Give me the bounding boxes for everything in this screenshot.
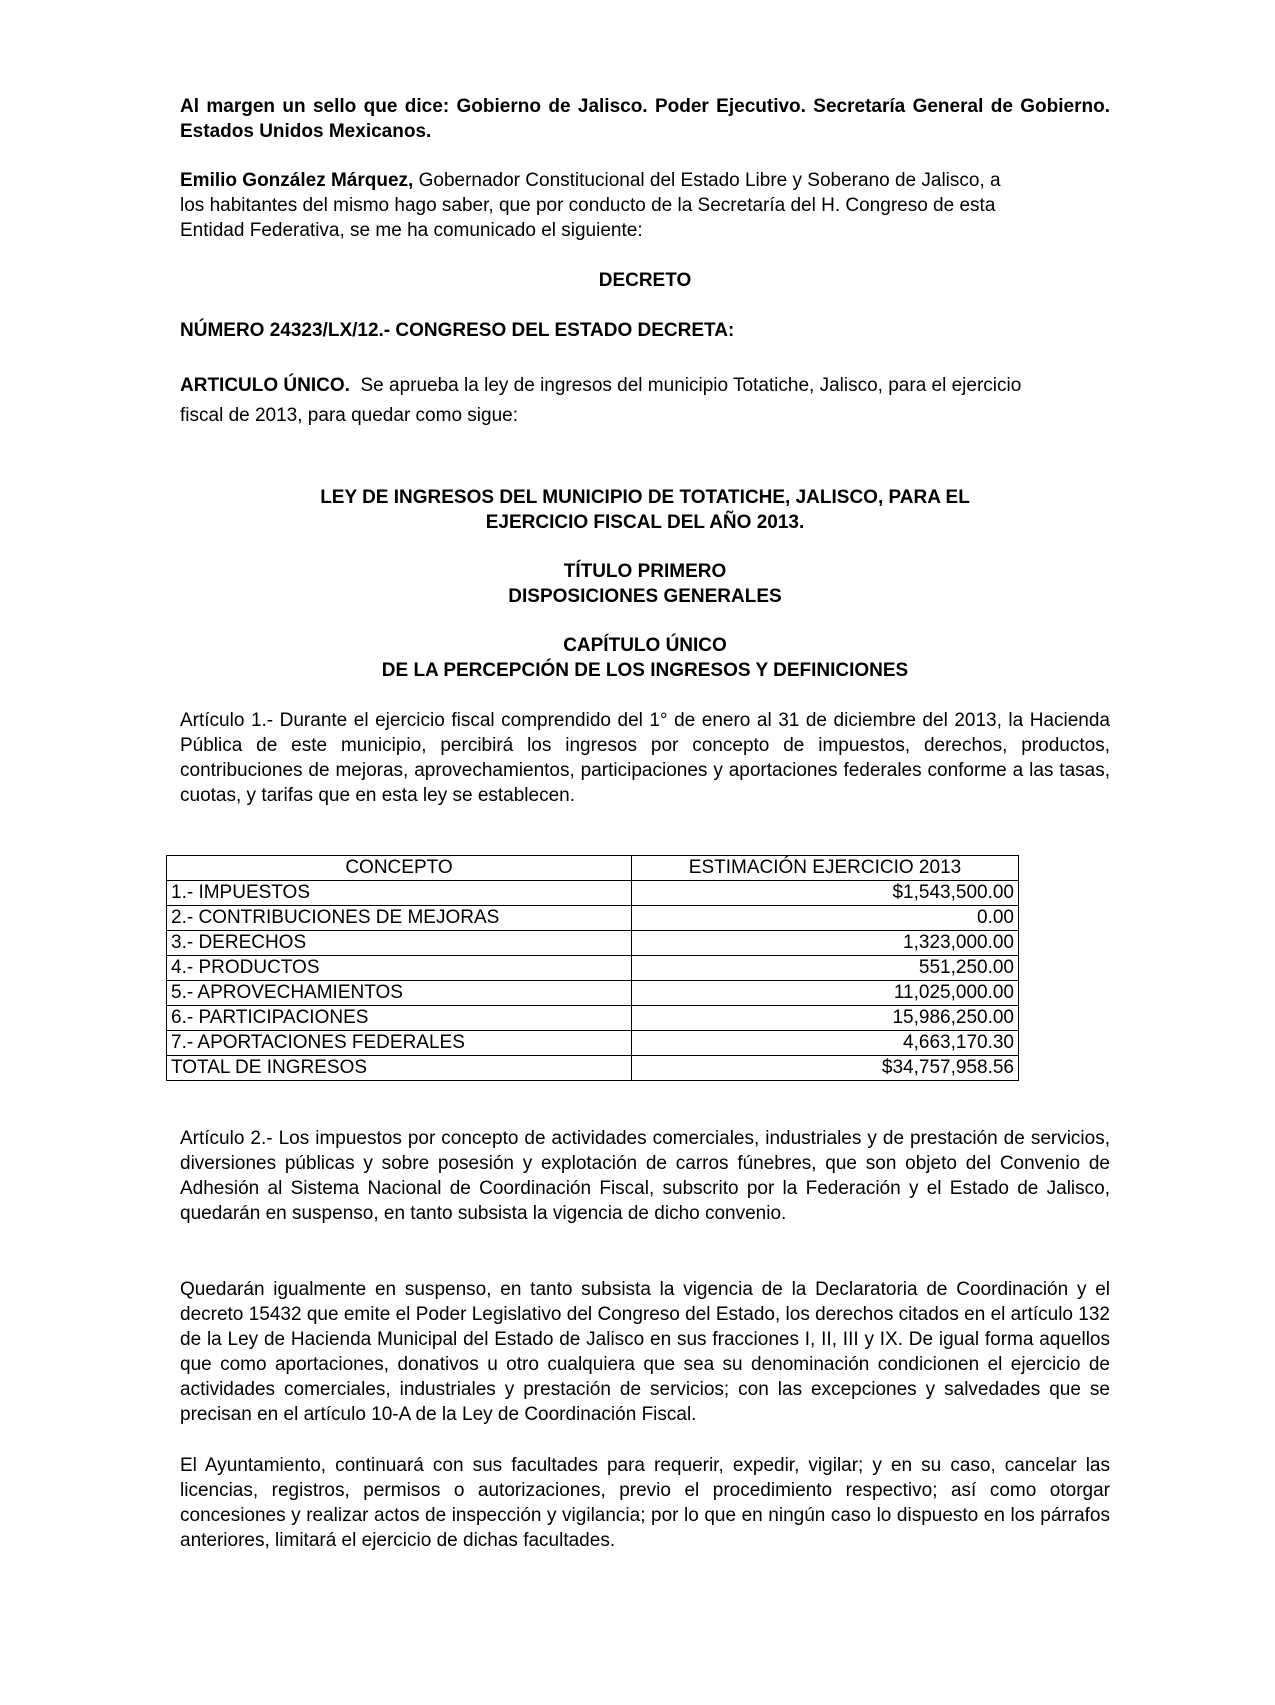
row-monto: 551,250.00: [632, 956, 1019, 981]
table-row: [167, 931, 1019, 956]
row-monto: 0.00: [632, 906, 1019, 931]
row-concepto: 2.- CONTRIBUCIONES DE MEJORAS: [167, 906, 632, 931]
articulo-2-text: Artículo 2.- Los impuestos por concepto de actividades comerciales, industriales y de prestación de servicios, diversiones públicas y sobre posesión y explotación de carros fúnebres, que son objeto del Convenio de Adhesión al Sistema Nacional de Coordinación Fiscal, subscrito por la Federación y el Estado de Jalisco, quedarán en suspenso, en tanto subsista la vigencia de dicho convenio.: [180, 1128, 1110, 1224]
articulo-unico-text: Se aprueba la ley de ingresos del municipio Totatiche, Jalisco, para el ejercicio: [360, 375, 1022, 396]
row-monto: 4,663,170.30: [632, 1031, 1019, 1056]
table-row: [167, 981, 1019, 1006]
table-total-row: [167, 1056, 1019, 1081]
capitulo-line-1: CAPÍTULO ÚNICO: [563, 635, 727, 656]
governor-name: Emilio González Márquez,: [180, 170, 414, 191]
row-concepto: 6.- PARTICIPACIONES: [167, 1006, 632, 1031]
ley-title: [180, 485, 1110, 535]
intro-line-2: los habitantes del mismo hago saber, que por conducto de la Secretaría del H. Congreso de esta: [180, 195, 996, 216]
table-row: [167, 1031, 1019, 1056]
articulo-unico: [180, 371, 1110, 431]
articulo-unico-text-2: fiscal de 2013, para quedar como sigue:: [180, 405, 518, 426]
row-monto: 11,025,000.00: [632, 981, 1019, 1006]
articulo-unico-label: ARTICULO ÚNICO.: [180, 375, 350, 396]
table-row: [167, 1006, 1019, 1031]
row-concepto: 5.- APROVECHAMIENTOS: [167, 981, 632, 1006]
header-estimacion: ESTIMACIÓN EJERCICIO 2013: [632, 856, 1019, 881]
total-label: TOTAL DE INGRESOS: [167, 1056, 632, 1081]
articulo-1-text: Artículo 1.- Durante el ejercicio fiscal comprendido del 1° de enero al 31 de diciembre del 2013, la Hacienda Pública de este municipio, percibirá los ingresos por concepto de impuestos, derechos, productos, contribuciones de mejoras, aprovechamientos, participaciones y aportaciones federales conforme a las tasas, cuotas, y tarifas que en esta ley se establecen.: [180, 710, 1110, 806]
titulo-line-1: TÍTULO PRIMERO: [563, 561, 727, 582]
titulo-line-2: DISPOSICIONES GENERALES: [508, 586, 782, 607]
row-concepto: 3.- DERECHOS: [167, 931, 632, 956]
decreto-numero: NÚMERO 24323/LX/12.- CONGRESO DEL ESTADO DECRETA:: [180, 320, 735, 341]
ingresos-table: [166, 855, 1019, 1081]
sello-text: Al margen un sello que dice: Gobierno de Jalisco. Poder Ejecutivo. Secretaría General de Gobierno. Estados Unidos Mexicanos.: [180, 96, 1110, 142]
row-concepto: 1.- IMPUESTOS: [167, 881, 632, 906]
total-monto: $34,757,958.56: [632, 1056, 1019, 1081]
table-header-row: [167, 856, 1019, 881]
parrafo-suspenso: Quedarán igualmente en suspenso, en tanto subsista la vigencia de la Declaratoria de Coordinación y el decreto 15432 que emite el Poder Legislativo del Congreso del Estado, los derechos citados en el artículo 132 de la Ley de Hacienda Municipal del Estado de Jalisco en sus fracciones I, II, III y IX. De igual forma aquellos que como aportaciones, donativos u otro cualquiera que sea su denominación condicionen el ejercicio de actividades comerciales, industriales y prestación de servicios; con las excepciones y salvedades que se precisan en el artículo 10-A de la Ley de Coordinación Fiscal.: [180, 1279, 1110, 1425]
table-row: [167, 906, 1019, 931]
header-concepto: CONCEPTO: [167, 856, 632, 881]
table-row: [167, 881, 1019, 906]
intro-paragraph: [180, 168, 1110, 243]
row-concepto: 7.- APORTACIONES FEDERALES: [167, 1031, 632, 1056]
capitulo-line-2: DE LA PERCEPCIÓN DE LOS INGRESOS Y DEFINICIONES: [381, 660, 909, 681]
intro-line-1: Gobernador Constitucional del Estado Libre y Soberano de Jalisco, a: [418, 170, 1001, 191]
table-row: [167, 956, 1019, 981]
row-monto: $1,543,500.00: [632, 881, 1019, 906]
ley-title-line-2: EJERCICIO FISCAL DEL AÑO 2013.: [485, 512, 805, 533]
row-concepto: 4.- PRODUCTOS: [167, 956, 632, 981]
ley-title-line-1: LEY DE INGRESOS DEL MUNICIPIO DE TOTATICHE, JALISCO, PARA EL: [320, 487, 970, 508]
capitulo-heading: [180, 633, 1110, 683]
row-monto: 15,986,250.00: [632, 1006, 1019, 1031]
titulo-heading: [180, 559, 1110, 609]
row-monto: 1,323,000.00: [632, 931, 1019, 956]
parrafo-ayuntamiento: El Ayuntamiento, continuará con sus facultades para requerir, expedir, vigilar; y en su caso, cancelar las licencias, registros, permisos o autorizaciones, previo el procedimiento respectivo; así como otorgar concesiones y realizar actos de inspección y vigilancia; por lo que en ningún caso lo dispuesto en los párrafos anteriores, limitará el ejercicio de dichas facultades.: [180, 1455, 1110, 1551]
intro-line-3: Entidad Federativa, se me ha comunicado el siguiente:: [180, 220, 643, 241]
decreto-heading: DECRETO: [598, 270, 692, 291]
